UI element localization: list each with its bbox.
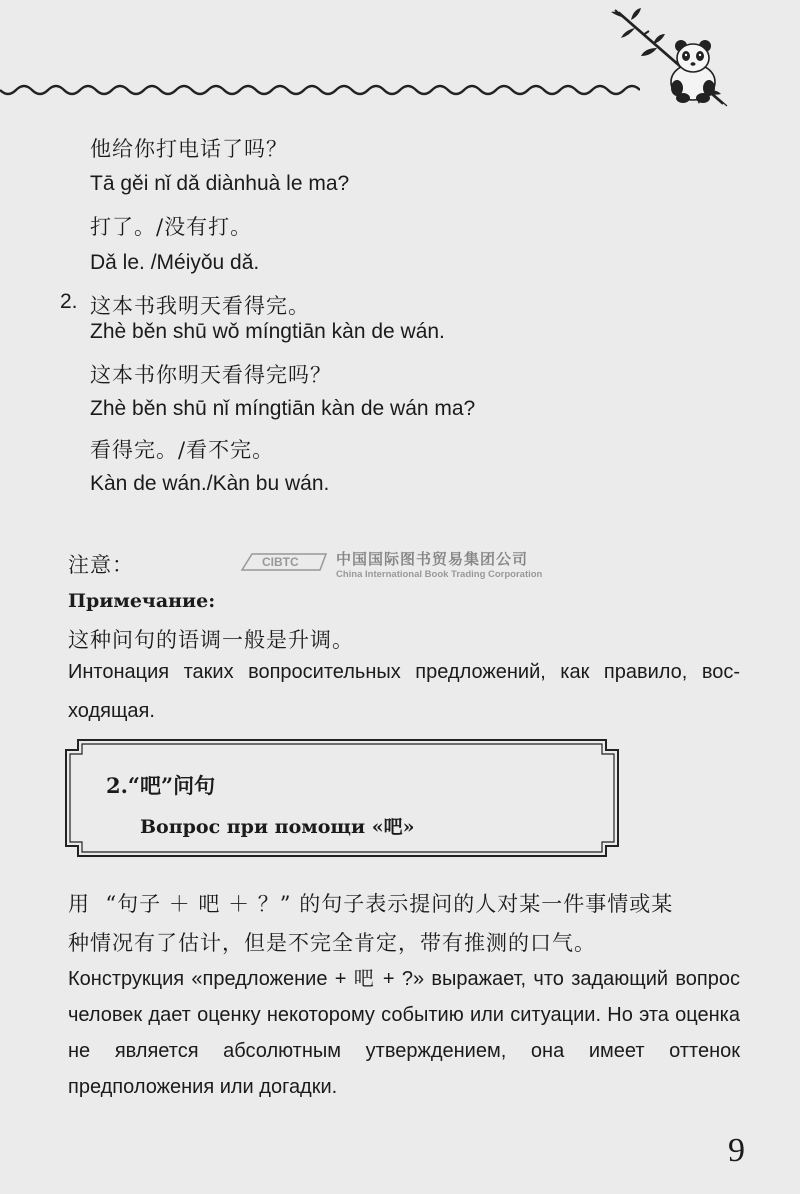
note-text-zh: 这种问句的语调一般是升调。 [68,628,354,652]
section-title-zh: 2.“吧”问句 [106,773,216,798]
svg-text:CIBTC: CIBTC [262,555,299,569]
note-label-ru: Примечание: [68,590,216,612]
note-label-zh: 注意： [68,553,134,577]
example2-number: 2. [60,290,78,313]
page-number: 9 [728,1132,745,1169]
watermark-text-zh: 中国国际图书贸易集团公司 [336,550,529,568]
example2-answer-zh: 看得完。/看不完。 [90,438,275,462]
example1-answer-pinyin: Dǎ le. /Méiyǒu dǎ. [90,251,260,274]
wavy-divider [0,60,640,110]
note-text-ru-line2: ходящая. [68,700,155,722]
example1-question-zh: 他给你打电话了吗？ [90,137,288,161]
example2-statement-zh: 这本书我明天看得完。 [90,294,310,318]
section-title-ru: Вопрос при помощи «吧» [140,816,415,838]
publisher-logo-icon [240,550,332,572]
example2-answer-pinyin: Kàn de wán./Kàn bu wán. [90,472,330,495]
publisher-watermark [240,548,570,584]
body-paragraph-zh-line1: 用 “句子 ＋ 吧 ＋ ？” 的句子表示提问的人对某一件事情或某 [68,892,674,916]
note-text-ru-line1: Интонация таких вопросительных предложений, как правило, вос- [68,661,740,683]
watermark-text-en: China International Book Trading Corporation [336,569,543,580]
body-paragraph-zh-line2: 种情况有了估计，但是不完全肯定，带有推测的口气。 [68,931,596,955]
example1-answer-zh: 打了。/没有打。 [90,215,253,239]
example2-question-zh: 这本书你明天看得完吗？ [90,363,332,387]
body-paragraph-ru: Конструкция «предложение + 吧 + ?» выражает, что задающий вопрос человек дает оценку некоторому событию или ситуации. Но эта оценка не является абсолютным утверждением, она имеет оттенок предположения или догадки. [68,968,740,1098]
example2-question-pinyin: Zhè běn shū nǐ míngtiān kàn de wán ma? [90,397,476,420]
panda-bamboo-icon [605,8,735,108]
example1-question-pinyin: Tā gěi nǐ dǎ diànhuà le ma? [90,172,350,195]
example2-statement-pinyin: Zhè běn shū wǒ míngtiān kàn de wán. [90,320,445,343]
